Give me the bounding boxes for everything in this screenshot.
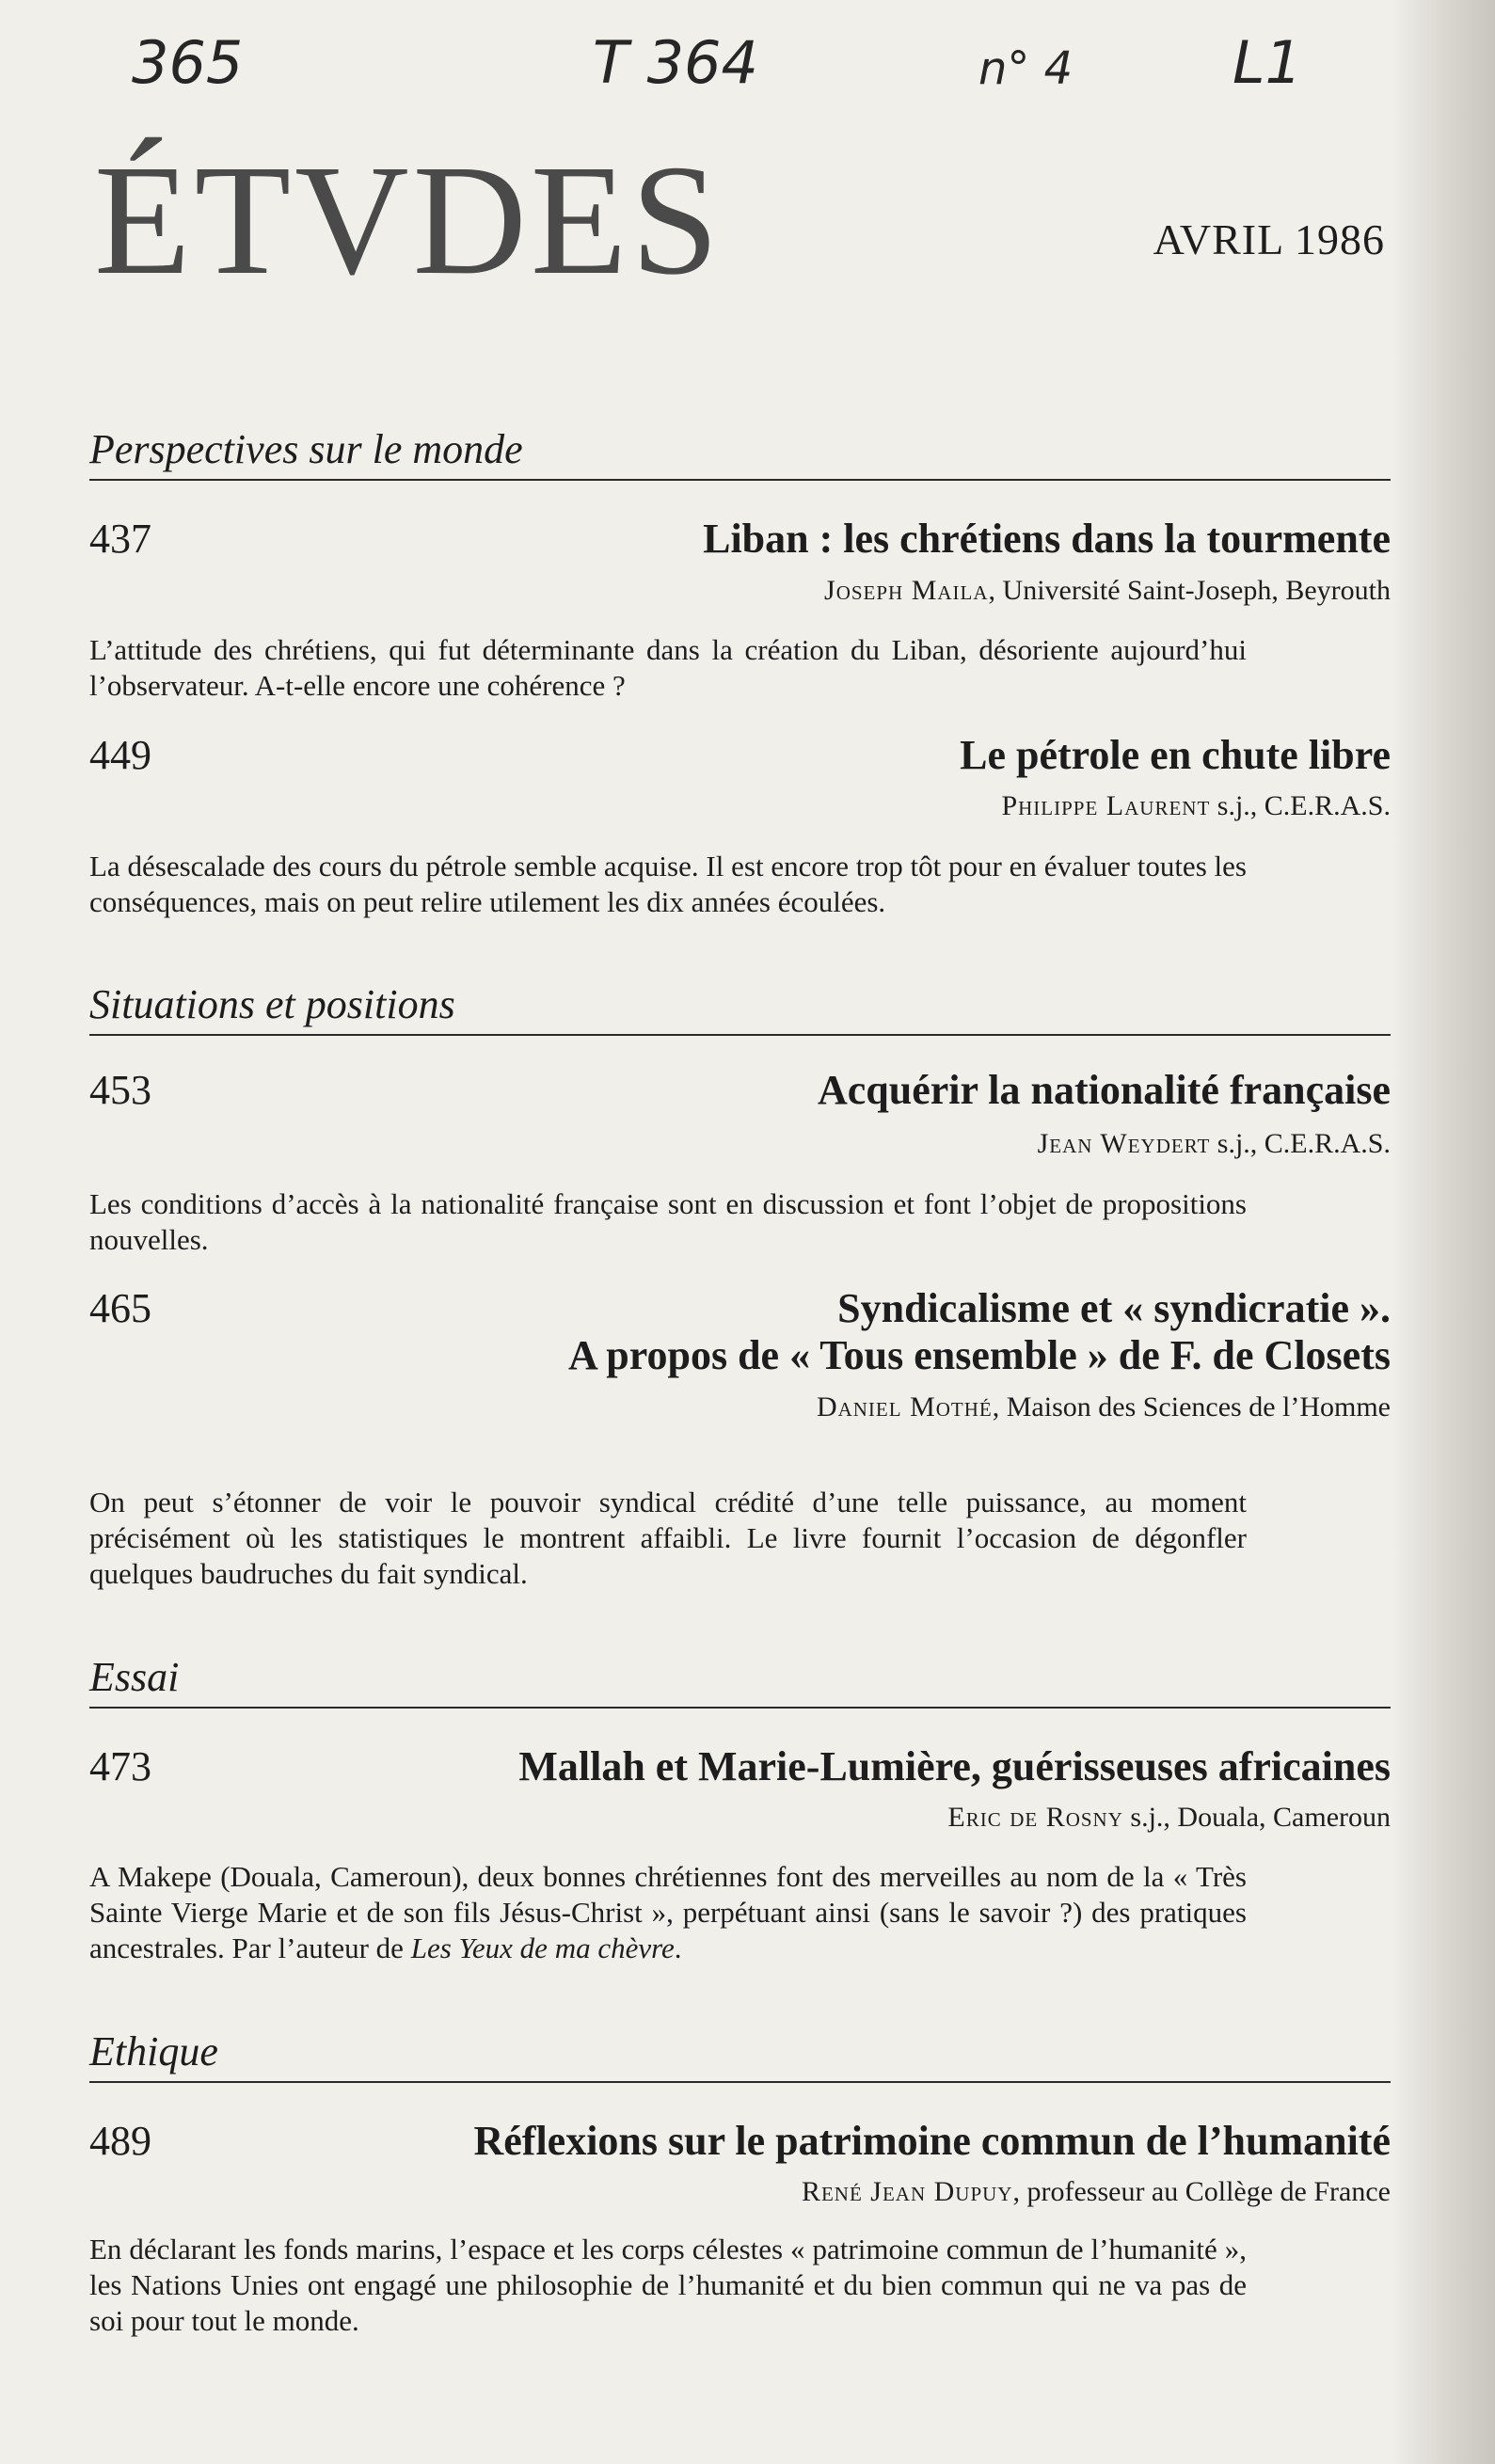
article-author — [802, 2176, 1391, 2208]
article-title[interactable]: Mallah et Marie-Lumière, guérisseuses africaines — [518, 1743, 1391, 1789]
article-abstract — [89, 1859, 1247, 1966]
article-title[interactable]: Acquérir la nationalité française — [818, 1067, 1391, 1113]
article-abstract: On peut s’étonner de voir le pouvoir syndical crédité d’une telle puissance, au moment précisément où les statistiques le montrent affaibli. Le livre fournit l’occasion de dégonfler quelques baudruches du fait syndical. — [89, 1486, 1247, 1590]
author-name: Philippe Laurent — [1001, 790, 1211, 821]
article-abstract: L’attitude des chrétiens, qui fut déterminante dans la création du Liban, désoriente aujourd’hui l’observateur. A-t-elle encore une cohérence ? — [89, 633, 1247, 702]
page-number: 489 — [89, 2118, 151, 2164]
author-affiliation: , Maison des Sciences de l’Homme — [992, 1391, 1391, 1423]
page-number: 437 — [89, 516, 151, 562]
page-number: 465 — [89, 1285, 151, 1331]
abstract-end: . — [674, 1931, 682, 1964]
article-abstract: La désescalade des cours du pétrole semble acquise. Il est encore trop tôt pour en évaluer toutes les conséquences, mais on peut relire utilement les dix années écoulées. — [89, 850, 1247, 918]
article-title[interactable]: Syndicalisme et « syndicratie ». — [837, 1285, 1391, 1331]
issue-date: AVRIL 1986 — [1153, 215, 1385, 263]
article-author — [947, 1802, 1391, 1834]
article-author — [817, 1391, 1391, 1423]
article-author — [824, 575, 1391, 607]
author-affiliation: s.j., C.E.R.A.S. — [1210, 790, 1391, 821]
page-number: 453 — [89, 1067, 151, 1113]
page-number: 473 — [89, 1743, 151, 1789]
handwritten-note: L1 — [1233, 28, 1302, 97]
section-heading: Ethique — [89, 2027, 1391, 2083]
author-name: Daniel Mothé — [816, 1391, 993, 1423]
author-name: René Jean Dupuy — [801, 2176, 1013, 2207]
section-heading: Essai — [89, 1653, 1391, 1709]
section-heading: Perspectives sur le monde — [89, 425, 1391, 481]
page-edge-shadow — [1392, 0, 1495, 2464]
article-title[interactable]: Liban : les chrétiens dans la tourmente — [703, 516, 1391, 562]
handwritten-note: T 364 — [593, 28, 758, 97]
abstract-book-title: Les Yeux de ma chèvre — [410, 1931, 675, 1964]
article-title[interactable]: Réflexions sur le patrimoine commun de l’humanité — [473, 2118, 1391, 2164]
page-number: 449 — [89, 732, 151, 778]
article-author — [1001, 790, 1391, 822]
article-abstract: En déclarant les fonds marins, l’espace et les corps célestes « patrimoine commun de l’humanité », les Nations Unies ont engagé une philosophie de l’humanité et du bien commun qui ne va pas de soi pour tout le monde. — [89, 2233, 1247, 2337]
author-name: Jean Weydert — [1037, 1128, 1211, 1159]
author-affiliation: s.j., C.E.R.A.S. — [1210, 1128, 1391, 1159]
article-author — [1038, 1128, 1391, 1160]
author-name: Joseph Maila — [824, 575, 989, 606]
article-title[interactable]: Le pétrole en chute libre — [960, 732, 1391, 778]
handwritten-note: 365 — [132, 28, 244, 97]
article-abstract: Les conditions d’accès à la nationalité française sont en discussion et font l’objet de propositions nouvelles. — [89, 1187, 1247, 1256]
author-affiliation: , Université Saint-Joseph, Beyrouth — [988, 575, 1391, 606]
author-affiliation: s.j., Douala, Cameroun — [1122, 1802, 1391, 1833]
journal-title: ÉTVDES — [94, 133, 723, 308]
article-title-line2[interactable]: A propos de « Tous ensemble » de F. de Closets — [567, 1332, 1391, 1378]
handwritten-note: n° 4 — [978, 42, 1074, 95]
author-name: Eric de Rosny — [947, 1802, 1123, 1833]
author-affiliation: , professeur au Collège de France — [1012, 2176, 1391, 2207]
section-heading: Situations et positions — [89, 980, 1391, 1036]
abstract-text: A Makepe (Douala, Cameroun), deux bonnes chrétiennes font des merveilles au nom de la « Très Sainte Vierge Marie et de son fils Jésus-Christ », perpétuant ainsi (sans le savoir ?) des pratiques ancestrales. Par l’auteur de — [89, 1860, 1247, 1964]
